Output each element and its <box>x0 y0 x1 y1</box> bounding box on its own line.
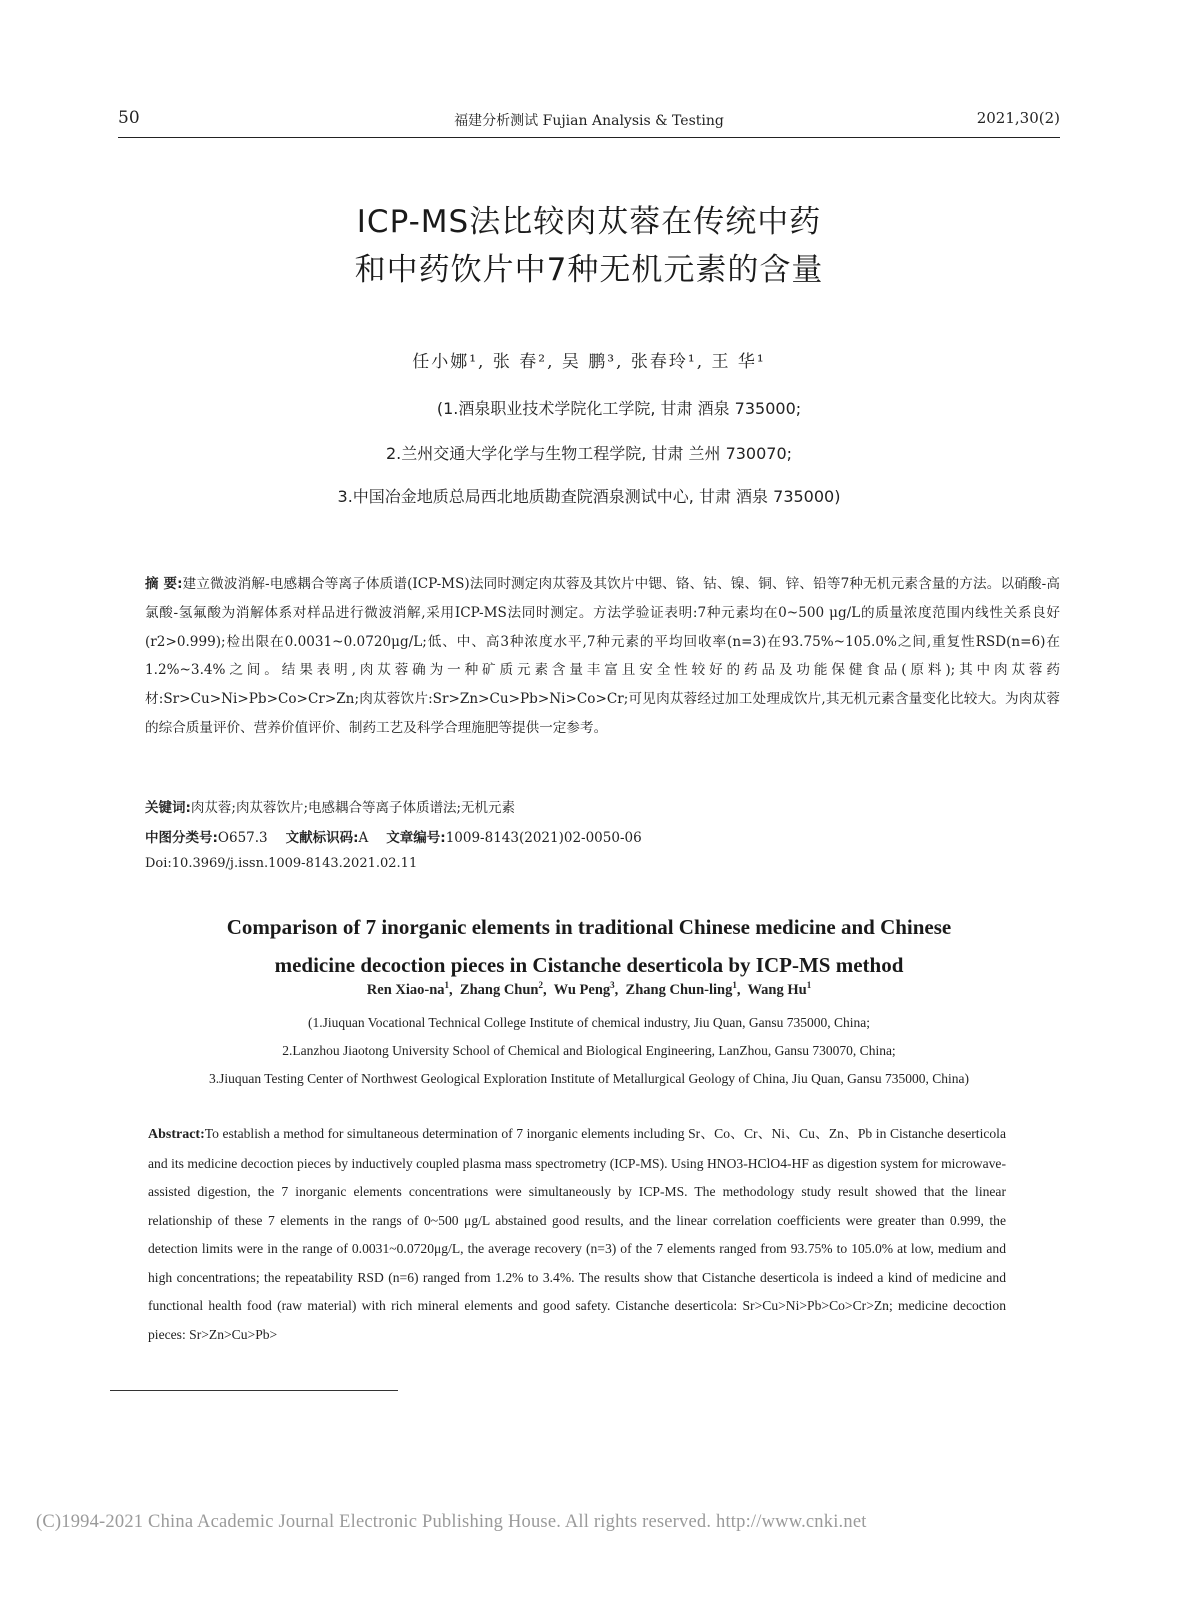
article-number-label: 文章编号: <box>386 830 446 846</box>
clc-label: 中图分类号: <box>145 830 218 846</box>
author-name: Ren Xiao-na <box>366 981 445 998</box>
doi[interactable]: Doi:10.3969/j.issn.1009-8143.2021.02.11 <box>145 856 418 871</box>
author-ref: 1 <box>806 980 812 990</box>
running-header <box>118 108 1060 138</box>
article-number-value: 1009-8143(2021)02-0050-06 <box>445 830 642 846</box>
chinese-title-line-1: ICP-MS法比较肉苁蓉在传统中药 <box>356 204 822 240</box>
chinese-authors: 任小娜¹, 张 春², 吴 鹏³, 张春玲¹, 王 华¹ <box>412 352 766 372</box>
author-ref: 1 <box>444 980 450 990</box>
author-ref: 3 <box>610 980 615 990</box>
english-title-line-1: Comparison of 7 inorganic elements in traditional Chinese medicine and Chinese <box>226 915 952 939</box>
copyright-watermark: (C)1994-2021 China Academic Journal Electronic Publishing House. All rights reserved. http://www.cnki.net <box>36 1512 867 1532</box>
chinese-abstract-label: 摘 要: <box>145 576 183 592</box>
english-affiliation-3: 3.Jiuquan Testing Center of Northwest Geological Exploration Institute of Metallurgical Geology of China, Jiu Quan, Gansu 735000, China) <box>208 1071 970 1086</box>
chinese-abstract <box>145 570 1060 743</box>
english-title-line-2: medicine decoction pieces in Cistanche deserticola by ICP-MS method <box>274 953 904 977</box>
author-ref: 2 <box>538 980 543 990</box>
chinese-title <box>118 198 1060 294</box>
author-name: Zhang Chun-ling <box>625 981 733 998</box>
chinese-keywords <box>145 796 1060 816</box>
chinese-affiliation-2: 2.兰州交通大学化学与生物工程学院, 甘肃 兰州 730070; <box>385 444 793 463</box>
journal-name: 福建分析测试 Fujian Analysis & Testing <box>454 113 724 129</box>
english-title <box>118 908 1060 984</box>
page-number: 50 <box>118 108 140 128</box>
classification-line <box>145 826 1060 846</box>
author-name: Zhang Chun <box>459 981 539 998</box>
chinese-title-line-2: 和中药饮片中7种无机元素的含量 <box>354 252 824 288</box>
english-affiliation-1: (1.Jiuquan Vocational Technical College Institute of chemical industry, Jiu Quan, Gansu 735000, China; <box>307 1015 871 1030</box>
doc-code-value: A <box>358 830 369 846</box>
english-authors: Ren Xiao-na$^1$, Zhang Chun$^2$, Wu Peng$^3$, Zhang Chun-ling$^1$, Wang Hu$^1$ <box>366 980 812 998</box>
clc-value: O657.3 <box>217 830 268 846</box>
keywords-label: 关键词: <box>145 800 191 816</box>
keywords-text: 肉苁蓉;肉苁蓉饮片;电感耦合等离子体质谱法;无机元素 <box>190 800 516 816</box>
chinese-abstract-text: 建立微波消解-电感耦合等离子体质谱(ICP-MS)法同时测定肉苁蓉及其饮片中锶、铬、钴、镍、铜、锌、铅等7种无机元素含量的方法。以硝酸-高氯酸-氢氟酸为消解体系对样品进行微波消解,采用ICP-MS法同时测定。方法学验证表明:7种元素均在0~500 μg/L的质量浓度范围内线性关系良好(r2>0.999);检出限在0.0031~0.0720μg/L;低、中、高3种浓度水平,7种元素的平均回收率(n=3)在93.75%~105.0%之间,重复性RSD(n=6)在1.2%~3.4%之间。结果表明,肉苁蓉确为一种矿质元素含量丰富且安全性较好的药品及功能保健食品(原料);其中肉苁蓉药材:Sr>Cu>Ni>Pb>Co>Cr>Zn;肉苁蓉饮片:Sr>Zn>Cu>Pb>Ni>Co>Cr;可见肉苁蓉经过加工处理成饮片,其无机元素含量变化比较大。为肉苁蓉的综合质量评价、营养价值评价、制药工艺及科学合理施肥等提供一定参考。 <box>145 576 1060 736</box>
chinese-affiliation-3: 3.中国冶金地质总局西北地质勘查院酒泉测试中心, 甘肃 酒泉 735000) <box>337 487 841 506</box>
header-rule <box>118 137 1060 138</box>
english-abstract <box>148 1120 1006 1349</box>
doc-code-label: 文献标识码: <box>285 830 359 846</box>
author-name: Wang Hu <box>747 981 807 998</box>
english-abstract-text: To establish a method for simultaneous determination of 7 inorganic elements including Sr、Co、Cr、Ni、Cu、Zn、Pb in Cistanche deserticola and its medicine decoction pieces by inductively coupled plasma mass spectrometry (ICP-MS). Using HNO3-HClO4-HF as digestion system for microwave-assisted digestion, the 7 inorganic elements concentrations were simultaneously by ICP-MS. The methodology study result showed that the linear relationship of these 7 elements in the rangs of 0~500 μg/L abstained good results, and the linear correlation coefficients were greater than 0.999, the detection limits were in the range of 0.0031~0.0720μg/L, the average recovery (n=3) of the 7 elements ranged from 93.75% to 105.0% at low, medium and high concentrations; the repeatability RSD (n=6) ranged from 1.2% to 3.4%. The results show that Cistanche deserticola is indeed a kind of medicine and functional health food (raw material) with rich mineral elements and good safety. Cistanche deserticola: Sr>Cu>Ni>Pb>Co>Cr>Zn; medicine decoction pieces: Sr>Zn>Cu>Pb> <box>148 1126 1006 1342</box>
chinese-affiliation-1: (1.酒泉职业技术学院化工学院, 甘肃 酒泉 735000; <box>436 399 802 418</box>
author-name: Wu Peng <box>553 981 611 998</box>
footnote-rule <box>110 1390 398 1391</box>
english-abstract-label: Abstract: <box>148 1127 205 1142</box>
english-affiliation-2: 2.Lanzhou Jiaotong University School of Chemical and Biological Engineering, LanZhou, Gansu 730070, China; <box>282 1043 896 1058</box>
author-ref: 1 <box>732 980 737 990</box>
volume-issue: 2021,30(2) <box>976 109 1060 127</box>
